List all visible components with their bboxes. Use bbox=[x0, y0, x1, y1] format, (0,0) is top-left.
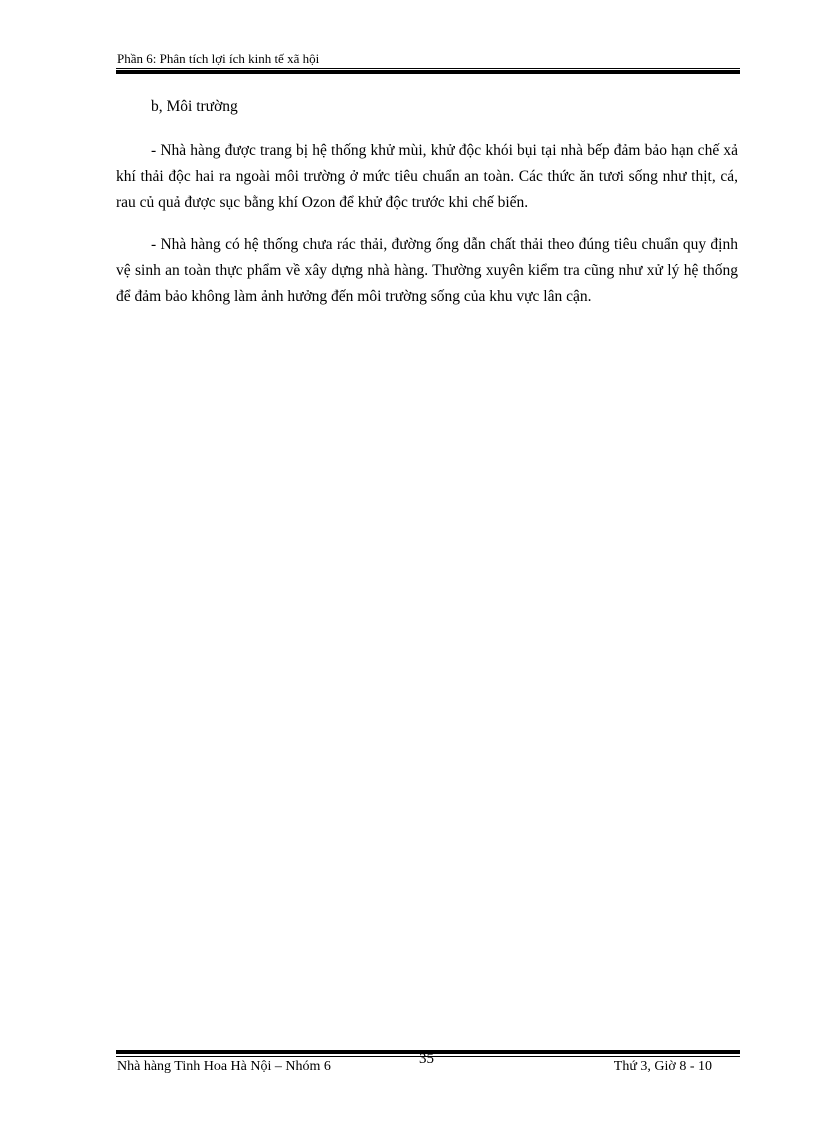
paragraph-2: - Nhà hàng có hệ thống chưa rác thải, đường ống dẫn chất thải theo đúng tiêu chuẩn quy định vệ sinh an toàn thực phẩm về xây dựng nhà hàng. Thường xuyên kiểm tra cũng như xử lý hệ thống để đảm bảo không làm ảnh hưởng đến môi trường sống của khu vực lân cận. bbox=[116, 236, 738, 305]
header-rule-thick bbox=[116, 70, 740, 74]
header-title: Phần 6: Phân tích lợi ích kinh tế xã hội bbox=[117, 51, 320, 66]
paragraph-1: - Nhà hàng được trang bị hệ thống khử mùi, khử độc khói bụi tại nhà bếp đảm bảo hạn chế xả khí thải độc hai ra ngoài môi trường ở mức tiêu chuẩn an toàn. Các thức ăn tươi sống như thịt, cá, rau củ quả được sục bằng khí Ozon để khử độc trước khi chế biến. bbox=[116, 142, 738, 211]
header-rule-thin bbox=[116, 68, 740, 69]
page-number: 35 bbox=[419, 1051, 434, 1067]
section-heading: b, Môi trường bbox=[151, 98, 238, 115]
footer-right-text: Thứ 3, Giờ 8 - 10 bbox=[613, 1059, 712, 1074]
document-body bbox=[116, 94, 738, 326]
footer-left-text: Nhà hàng Tinh Hoa Hà Nội – Nhóm 6 bbox=[117, 1059, 331, 1074]
